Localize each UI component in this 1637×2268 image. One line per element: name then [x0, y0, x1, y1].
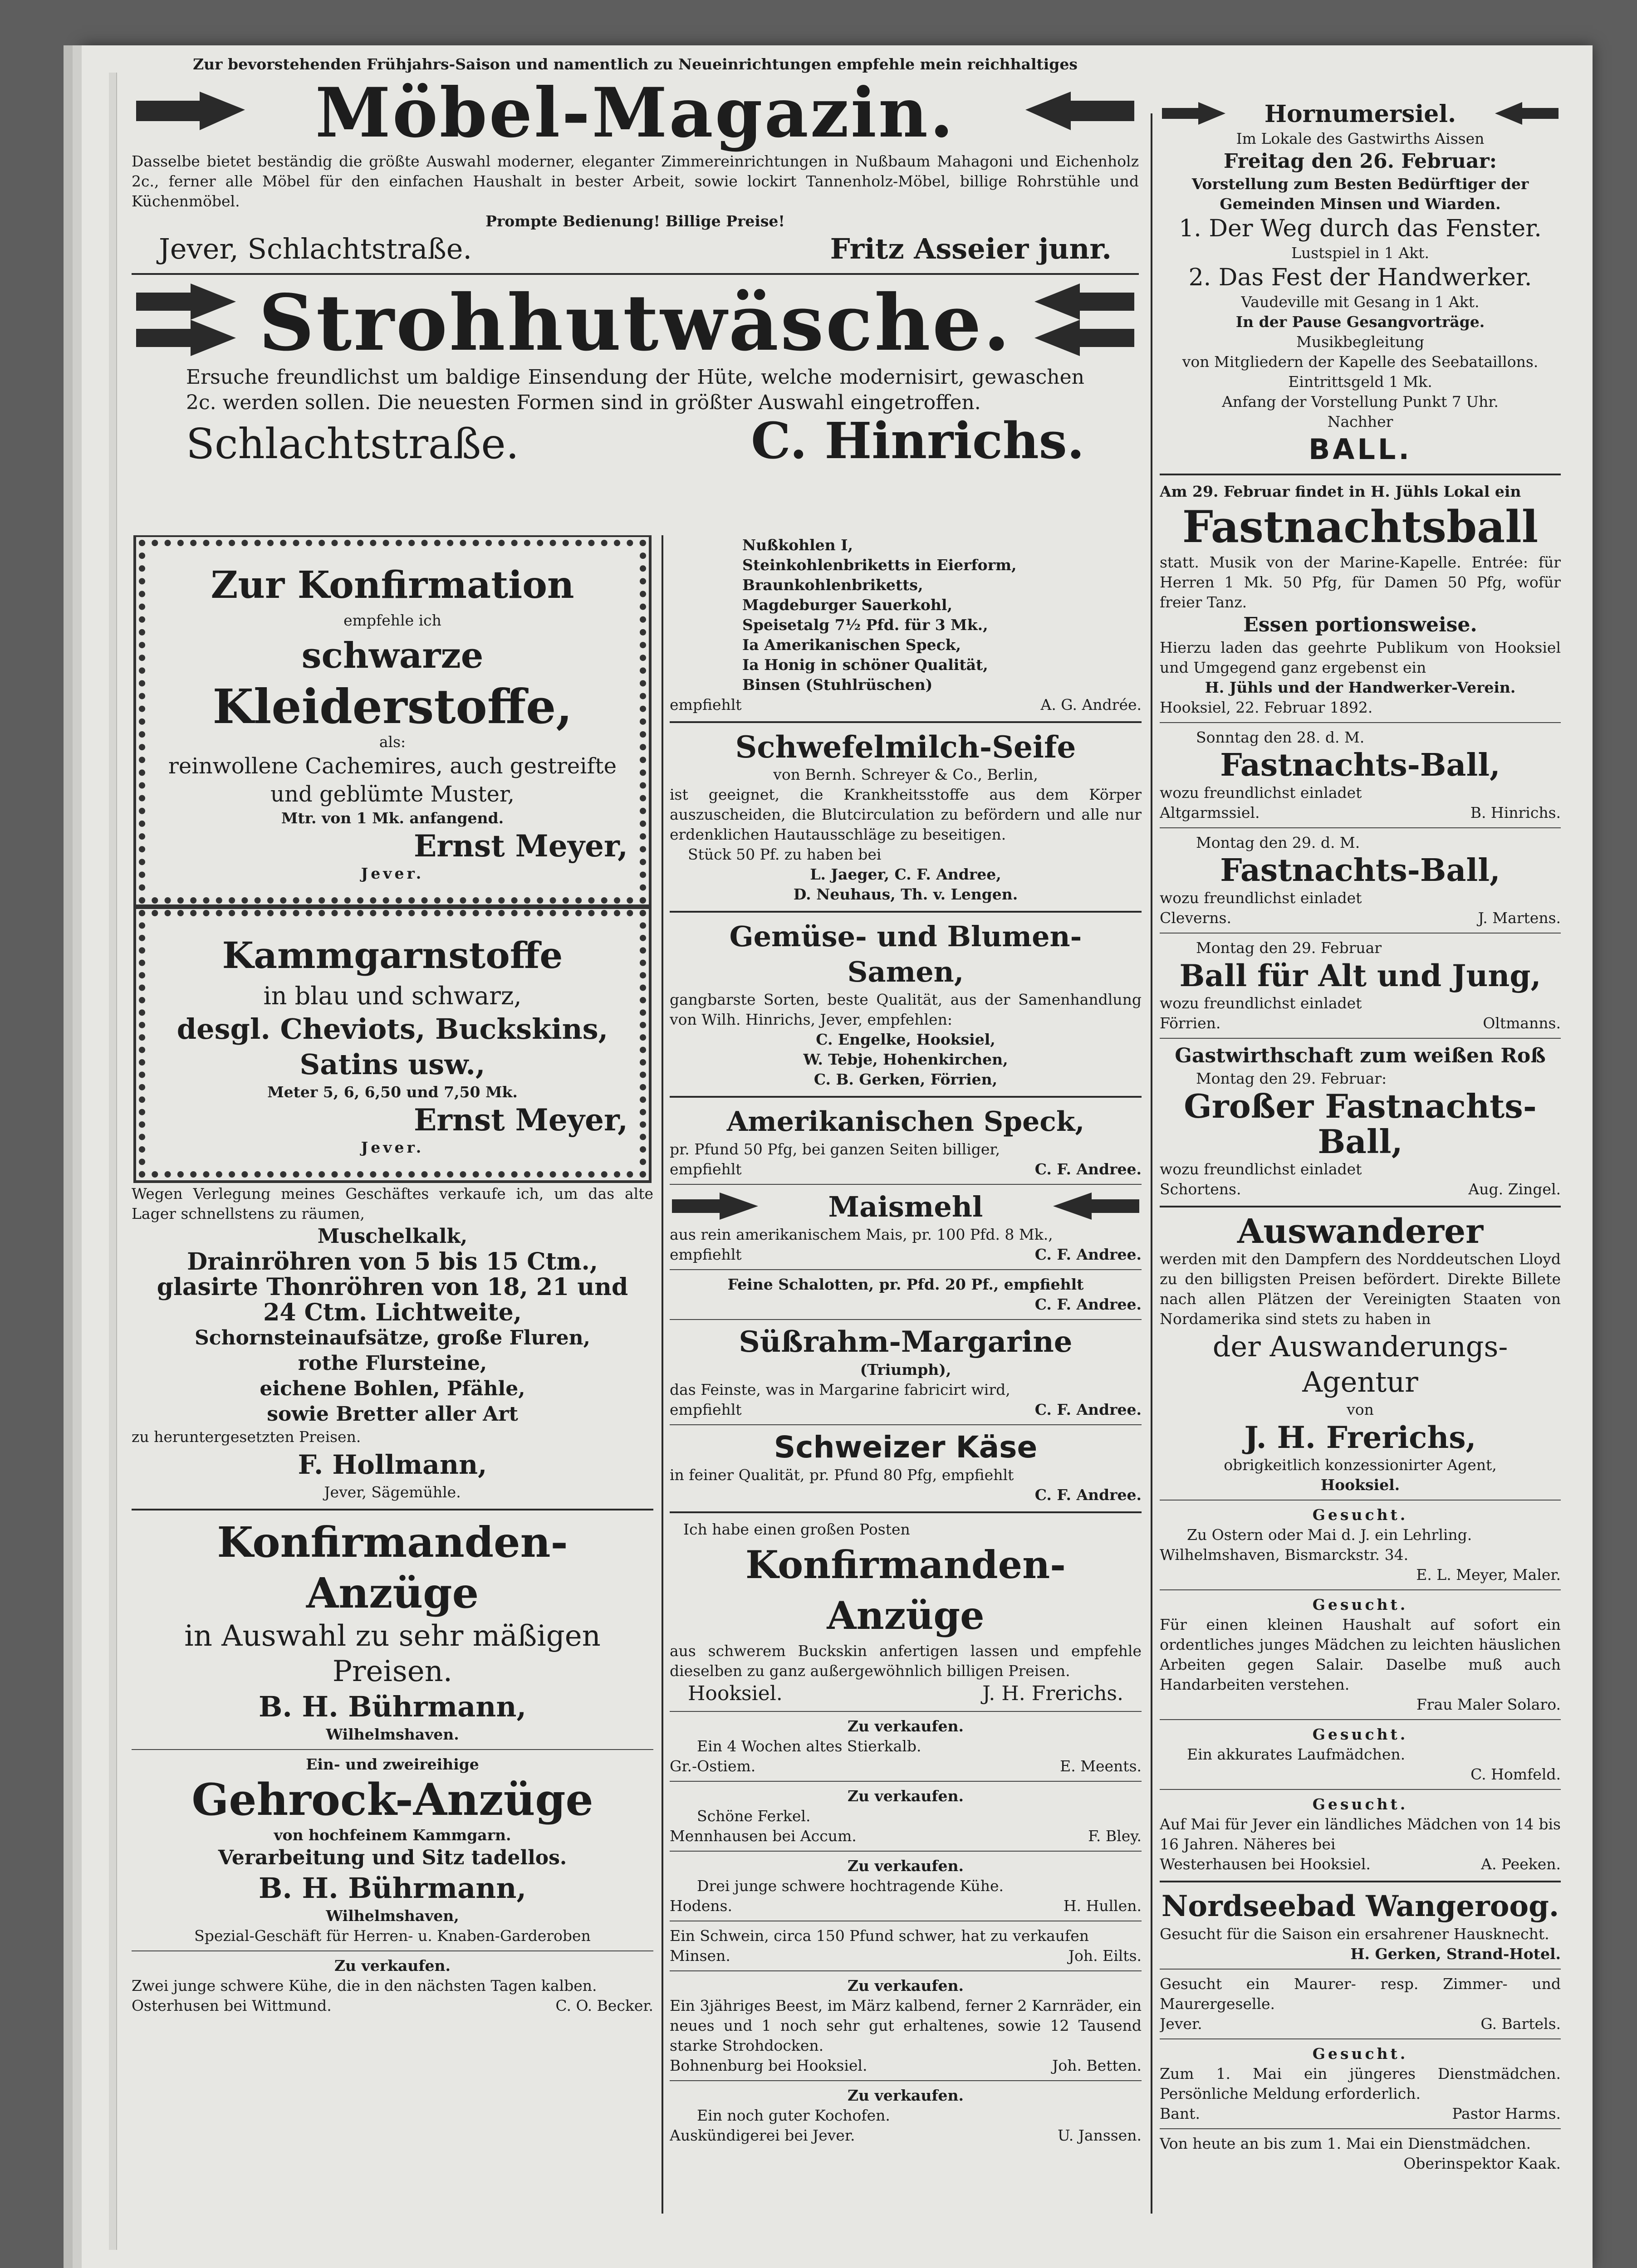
pointing-hand-right-icon: [1160, 100, 1228, 129]
g5-text: Gesucht ein Maurer- resp. Zimmer- und Maurergeselle.: [1160, 1975, 1561, 2013]
kaese-text: in feiner Qualität, pr. Pfund 80 Pfg, empfiehlt: [670, 1466, 1014, 1484]
pointing-hand-left-icon: [1030, 281, 1139, 365]
konf-line1: schwarze: [301, 635, 484, 676]
frer-title: Konfirmanden-Anzüge: [745, 1542, 1066, 1638]
horn-piece2: 2. Das Fest der Handwerker.: [1188, 264, 1532, 291]
g5-place: Jever.: [1160, 2015, 1202, 2033]
horn-ball: BALL.: [1309, 433, 1412, 466]
stroh-name: C. Hinrichs.: [751, 411, 1084, 469]
divider: [1160, 1206, 1561, 1207]
speck-name: C. F. Andree.: [1034, 1160, 1142, 1178]
andree1-line: Steinkohlenbriketts in Eierform,: [742, 556, 1017, 574]
pointing-hand-right-icon: [132, 281, 240, 365]
fast2-place: Altgarmssiel.: [1160, 804, 1260, 821]
horn-date: Freitag den 26. Februar:: [1224, 150, 1497, 173]
gesucht-ad-5: [1160, 1974, 1561, 2034]
ausw-sub: obrigkeitlich konzessionirter Agent,: [1224, 1456, 1497, 1474]
konf-line2: Kleiderstoffe,: [212, 679, 573, 734]
gesucht-ad-7: [1160, 2134, 1561, 2174]
fast1-invite: Hierzu laden das geehrte Publikum von Hooksiel und Umgegend ganz ergebenst ein: [1160, 639, 1561, 676]
samen-seller-3: C. B. Gerken, Förrien,: [814, 1070, 998, 1088]
v5-head: Zu verkaufen.: [847, 1977, 964, 1994]
fastnacht-ad-5: [1160, 1043, 1561, 1199]
v6-text: Ein noch guter Kochofen.: [697, 2107, 890, 2124]
g2-name: Frau Maler Solaro.: [1416, 1696, 1561, 1713]
wang-title: Nordseebad Wangeroog.: [1161, 1889, 1559, 1923]
divider: [670, 1711, 1142, 1712]
buehrmann-ad-1: [132, 1517, 653, 1745]
kamm-line2: desgl. Cheviots, Buckskins,: [176, 1012, 608, 1046]
becker-text: Zwei junge schwere Kühe, die in den nächsten Tagen kalben.: [132, 1977, 597, 1994]
seife-text: ist geeignet, die Krankheitsstoffe aus dem Körper auszuscheiden, die Blutcirculation zu befördern und alle nur erdenklichen Hautausschläge zu beseitigen.: [670, 786, 1142, 843]
buehr1-line1: in Auswahl zu sehr mäßigen: [184, 1619, 601, 1653]
v2-place: Mennhausen bei Accum.: [670, 1827, 857, 1845]
speck-text: pr. Pfund 50 Pfg, bei ganzen Seiten billiger,: [670, 1140, 1000, 1158]
buehr2-line1: von hochfeinem Kammgarn.: [274, 1826, 511, 1844]
frer-name: J. H. Frerichs.: [982, 1682, 1123, 1705]
fast1-intro: Am 29. Februar findet in H. Jühls Lokal ein: [1160, 483, 1521, 500]
v5-name: Joh. Betten.: [1052, 2057, 1142, 2074]
andree1-line: Braunkohlenbriketts,: [742, 576, 923, 594]
marg-name: C. F. Andree.: [1034, 1401, 1142, 1418]
horn-piece2-sub: Vaudeville mit Gesang in 1 Akt.: [1241, 293, 1480, 311]
speck-ad: [670, 1104, 1142, 1179]
kamm-name: Ernst Meyer,: [413, 1102, 628, 1138]
divider: [1160, 2038, 1561, 2039]
buehr2-title: Gehrock-Anzüge: [191, 1774, 593, 1825]
divider: [670, 1781, 1142, 1782]
gesucht-ad-2: [1160, 1595, 1561, 1715]
andree1-line: Ia Honig in schöner Qualität,: [742, 656, 988, 674]
frer-text: aus schwerem Buckskin anfertigen lassen und empfehle dieselben zu ganz außergewöhnlich billigen Preisen.: [670, 1642, 1142, 1680]
fast3-invite: wozu freundlichst einladet: [1160, 889, 1362, 907]
fast4-place: Förrien.: [1160, 1014, 1221, 1032]
moebel-tagline: Prompte Bedienung! Billige Preise!: [485, 212, 785, 230]
horn-start: Anfang der Vorstellung Punkt 7 Uhr.: [1222, 393, 1499, 411]
ausw-place: Hooksiel.: [1320, 1476, 1400, 1494]
fast5-date: Montag den 29. Februar:: [1196, 1070, 1387, 1087]
pointing-hand-left-icon: [1051, 1190, 1142, 1224]
fast1-text: statt. Musik von der Marine-Kapelle. Entrée: für Herren 1 Mk. 50 Pfg, für Damen 50 Pfg, wofür freier Tanz.: [1160, 553, 1561, 611]
auswanderer-ad: [1160, 1214, 1561, 1495]
horn-line2: Vorstellung zum Besten Bedürftiger der Gemeinden Minsen und Wiarden.: [1191, 175, 1529, 213]
v1-head: Zu verkaufen.: [847, 1717, 964, 1735]
v1-text: Ein 4 Wochen altes Stierkalb.: [697, 1737, 921, 1755]
fastnacht-ad-3: [1160, 833, 1561, 928]
andree1-name: A. G. Andrée.: [1040, 696, 1142, 714]
g1-text: Zu Ostern oder Mai d. J. ein Lehrling.: [1187, 1526, 1472, 1544]
newspaper-page: [132, 54, 1561, 2223]
speck-lead: empfiehlt: [670, 1160, 742, 1178]
ausw-text: werden mit den Dampfern des Norddeutschen Lloyd zu den billigsten Preisen befördert. Direkte Billete nach allen Plätzen der Vereinigten Staaten von Nordamerika sind stets zu haben in: [1160, 1250, 1561, 1328]
hornumersiel-ad: [1160, 100, 1561, 467]
v3-place: Hodens.: [670, 1897, 732, 1915]
seife-title: Schwefelmilch-Seife: [735, 729, 1076, 765]
g5-name: G. Bartels.: [1480, 2015, 1561, 2033]
hollmann-line7: eichene Bohlen, Pfähle,: [260, 1377, 525, 1400]
divider: [670, 721, 1142, 723]
hollmann-line6: rothe Flursteine,: [298, 1352, 487, 1375]
seife-sellers-2: D. Neuhaus, Th. v. Lengen.: [793, 885, 1018, 903]
g7-name: Oberinspektor Kaak.: [1403, 2155, 1561, 2172]
fast2-name: B. Hinrichs.: [1470, 804, 1561, 821]
g4-place: Westerhausen bei Hooksiel.: [1160, 1855, 1371, 1873]
kamm-ad: [139, 910, 646, 1178]
andree1-lead: empfiehlt: [670, 696, 742, 714]
divider: [1160, 1881, 1561, 1882]
sale-ad-5: [670, 1976, 1142, 2076]
g4-text: Auf Mai für Jever ein ländliches Mädchen von 14 bis 16 Jahren. Näheres bei: [1160, 1815, 1561, 1853]
divider: [670, 1096, 1142, 1098]
divider: [670, 1851, 1142, 1852]
moebel-text: Dasselbe bietet beständig die größte Auswahl moderner, eleganter Zimmereinrichtungen in Nußbaum Mahagoni und Eichenholz 2c., ferner alle Möbel für den einfachen Haushalt in bester Arbeit, sowie lockirt Tannenholz-Möbel, billige Rohrstühle und Küchenmöbel.: [132, 152, 1139, 210]
v6-head: Zu verkaufen.: [847, 2087, 964, 2104]
buehr1-title: Konfirmanden-Anzüge: [217, 1518, 568, 1618]
fast1-date: Hooksiel, 22. Februar 1892.: [1160, 699, 1373, 716]
divider: [1160, 1500, 1561, 1501]
wang-text: Gesucht für die Saison ein ersahrener Hausknecht.: [1160, 1925, 1549, 1943]
mais-text: aus rein amerikanischem Mais, pr. 100 Pfd. 8 Mk.,: [670, 1226, 1053, 1243]
v5-place: Bohnenburg bei Hooksiel.: [670, 2057, 868, 2074]
v3-head: Zu verkaufen.: [847, 1857, 964, 1875]
kaese-ad: [670, 1430, 1142, 1505]
fast3-date: Montag den 29. d. M.: [1196, 834, 1360, 851]
divider: [670, 2080, 1142, 2081]
fast1-name: H. Jühls und der Handwerker-Verein.: [1205, 679, 1516, 696]
stroh-ad: [132, 278, 1139, 368]
divider: [670, 1319, 1142, 1320]
g4-name: A. Peeken.: [1481, 1855, 1561, 1873]
andree-coal-ad: [670, 535, 1142, 695]
g6-place: Bant.: [1160, 2105, 1200, 2122]
divider: [1160, 1719, 1561, 1720]
ausw-von: von: [1347, 1401, 1374, 1418]
gesucht-ad-4: [1160, 1794, 1561, 1874]
andree1-line: Nußkohlen I,: [742, 536, 853, 554]
konf-city: Jever.: [361, 865, 424, 882]
fast5-place: Schortens.: [1160, 1180, 1241, 1198]
konf-name: Ernst Meyer,: [413, 828, 628, 864]
divider: [132, 273, 1139, 275]
fast2-invite: wozu freundlichst einladet: [1160, 784, 1362, 802]
konf-price: Mtr. von 1 Mk. anfangend.: [281, 809, 504, 827]
divider: [1160, 1969, 1561, 1970]
v6-name: U. Janssen.: [1057, 2126, 1142, 2144]
konf-als: als:: [379, 733, 406, 751]
divider: [670, 1511, 1142, 1513]
gesucht-ad-1: [1160, 1505, 1561, 1585]
fastnacht-ad-2: [1160, 728, 1561, 823]
buehr2-line2: Verarbeitung und Sitz tadellos.: [218, 1846, 567, 1869]
ausw-name: J. H. Frerichs,: [1244, 1420, 1476, 1455]
divider: [670, 1269, 1142, 1270]
g7-text: Von heute an bis zum 1. Mai ein Dienstmädchen.: [1160, 2135, 1531, 2152]
divider: [1160, 933, 1561, 934]
v3-name: H. Hullen.: [1063, 1897, 1142, 1915]
konf-ad: [139, 540, 646, 904]
v2-head: Zu verkaufen.: [847, 1787, 964, 1805]
seife-sellers-1: L. Jaeger, C. F. Andree,: [810, 865, 1001, 883]
sale-ad-3: [670, 1856, 1142, 1916]
wangeroog-ad: [1160, 1889, 1561, 1964]
schal-text: Feine Schalotten, pr. Pfd. 20 Pf., empfiehlt: [727, 1276, 1084, 1293]
samen-title-1: Gemüse- und Blumen-: [729, 920, 1082, 953]
samen-text: gangbarste Sorten, beste Qualität, aus der Samenhandlung von Wilh. Hinrichs, Jever, empfehlen:: [670, 991, 1142, 1028]
fast4-title: Ball für Alt und Jung,: [1179, 958, 1541, 993]
v6-place: Auskündigerei bei Jever.: [670, 2126, 855, 2144]
fast5-invite: wozu freundlichst einladet: [1160, 1160, 1362, 1178]
divider: [1160, 2128, 1561, 2129]
buehr2-city: Wilhelmshaven,: [326, 1907, 459, 1925]
andree1-line: Binsen (Stuhlrüschen): [742, 676, 933, 694]
marg-text: das Feinste, was in Margarine fabricirt wird,: [670, 1381, 1010, 1398]
fast2-title: Fastnachts-Ball,: [1220, 747, 1500, 783]
divider: [1160, 474, 1561, 475]
buehrmann-ad-2: [132, 1755, 653, 1946]
v5-text: Ein 3jähriges Beest, im März kalbend, ferner 2 Karnräder, ein neues und 1 noch sehr gut erhaltenes, sowie 12 Tausend starke Strohdocken.: [670, 1997, 1142, 2054]
g2-text: Für einen kleinen Haushalt auf sofort ein ordentliches junges Mädchen zu leichten häuslichen Arbeiten gegen Salair. Daselbe muß auch Handarbeiten verstehen.: [1160, 1616, 1561, 1693]
hollmann-line9: zu heruntergesetzten Preisen.: [132, 1428, 361, 1446]
mais-ad: [670, 1189, 1142, 1265]
fast4-name: Oltmanns.: [1483, 1014, 1561, 1032]
fast2-date: Sonntag den 28. d. M.: [1196, 728, 1365, 746]
frer-place: Hooksiel.: [688, 1682, 783, 1705]
kaese-name: C. F. Andree.: [1034, 1486, 1142, 1504]
horn-after: Nachher: [1327, 413, 1393, 430]
frerichs-konf-ad: [670, 1520, 1142, 1706]
fast3-name: J. Martens.: [1478, 909, 1561, 927]
andree1-line: Speisetalg 7½ Pfd. für 3 Mk.,: [742, 616, 988, 634]
samen-title-2: Samen,: [847, 955, 964, 988]
marg-title: Süßrahm-Margarine: [739, 1325, 1073, 1359]
samen-ad: [670, 919, 1142, 1090]
kamm-city: Jever.: [361, 1139, 424, 1156]
speck-title: Amerikanischen Speck,: [726, 1106, 1085, 1138]
schalotten-ad: [670, 1275, 1142, 1315]
fast5-title: Großer Fastnachts-Ball,: [1184, 1087, 1537, 1161]
stroh-text: Ersuche freundlichst um baldige Einsendung der Hüte, welche modernisirt, gewaschen 2c. werden sollen. Die neuesten Formen sind in größter Auswahl eingetroffen.: [186, 366, 1084, 414]
stroh-title: Strohhutwäsche.: [258, 278, 1012, 368]
sale-ad-2: [670, 1786, 1142, 1846]
left-column: [132, 535, 653, 2214]
g1-place: Wilhelmshaven, Bismarckstr. 34.: [1160, 1546, 1409, 1564]
sale-ad-1: [670, 1716, 1142, 1776]
gesucht-ad-6: [1160, 2044, 1561, 2124]
buehr1-line2: Preisen.: [332, 1655, 453, 1688]
mais-name: C. F. Andree.: [1034, 1246, 1142, 1263]
buehr2-name: B. H. Bührmann,: [258, 1872, 527, 1905]
horn-piece1: 1. Der Weg durch das Fenster.: [1179, 215, 1542, 242]
pointing-hand-left-icon: [1021, 87, 1139, 139]
g6-head: Gesucht.: [1312, 2045, 1408, 2063]
fast5-head: Gastwirthschaft zum weißen Roß: [1175, 1044, 1546, 1067]
becker-head: Zu verkaufen.: [334, 1957, 451, 1975]
g2-head: Gesucht.: [1312, 1596, 1408, 1613]
samen-seller-2: W. Tebje, Hohenkirchen,: [803, 1051, 1008, 1068]
hollmann-line1: Muschelkalk,: [317, 1225, 468, 1248]
buehr2-spec: Spezial-Geschäft für Herren- u. Knaben-Garderoben: [194, 1927, 591, 1945]
ausw-title: Auswanderer: [1237, 1212, 1484, 1251]
hollmann-intro: Wegen Verlegung meines Geschäftes verkaufe ich, um das alte Lager schnellstens zu räumen,: [132, 1185, 653, 1222]
divider: [1160, 827, 1561, 828]
g6-name: Pastor Harms.: [1452, 2105, 1561, 2122]
divider: [670, 1184, 1142, 1185]
hollmann-line3: glasirte Thonröhren von 18, 21 und: [157, 1273, 628, 1301]
becker-name: C. O. Becker.: [555, 1997, 653, 2014]
fast1-essen: Essen portionsweise.: [1243, 613, 1477, 636]
g3-name: C. Homfeld.: [1470, 1765, 1561, 1783]
hollmann-city: Jever, Sägemühle.: [324, 1483, 461, 1501]
g3-head: Gesucht.: [1312, 1725, 1408, 1743]
divider: [132, 1950, 653, 1951]
moebel-ad: [132, 54, 1139, 469]
fast3-title: Fastnachts-Ball,: [1220, 852, 1500, 889]
horn-title: Hornumersiel.: [1264, 100, 1456, 128]
divider: [670, 1970, 1142, 1971]
buehr1-city: Wilhelmshaven.: [326, 1725, 459, 1743]
seife-by: von Bernh. Schreyer & Co., Berlin,: [773, 766, 1038, 783]
v4-place: Minsen.: [670, 1947, 730, 1965]
kamm-price: Meter 5, 6, 6,50 und 7,50 Mk.: [267, 1083, 518, 1101]
becker-place: Osterhusen bei Wittmund.: [132, 1997, 332, 2014]
horn-music: Musikbegleitung: [1296, 333, 1424, 351]
fastnacht-ad-4: [1160, 938, 1561, 1033]
column-rule: [1151, 113, 1152, 2214]
hollmann-line8: sowie Bretter aller Art: [267, 1403, 518, 1426]
fast4-date: Montag den 29. Februar: [1196, 939, 1382, 957]
seife-ad: [670, 729, 1142, 904]
pointing-hand-right-icon: [670, 1190, 760, 1224]
g1-name: E. L. Meyer, Maler.: [1416, 1566, 1561, 1584]
konf-sub: empfehle ich: [343, 611, 441, 629]
gesucht-ad-3: [1160, 1725, 1561, 1784]
v4-name: Joh. Eilts.: [1068, 1947, 1142, 1965]
fast1-title: Fastnachtsball: [1182, 501, 1539, 552]
g4-head: Gesucht.: [1312, 1795, 1408, 1813]
divider: [132, 1509, 653, 1510]
page-edge: [109, 73, 117, 2250]
v1-place: Gr.-Ostiem.: [670, 1757, 756, 1775]
middle-column: [670, 535, 1142, 2214]
margarine-ad: [670, 1325, 1142, 1420]
divider: [1160, 722, 1561, 723]
buehr2-intro: Ein- und zweireihige: [306, 1755, 479, 1773]
wang-name: H. Gerken, Strand-Hotel.: [1350, 1945, 1561, 1963]
becker-ad: [132, 1956, 653, 2016]
frer-intro: Ich habe einen großen Posten: [683, 1520, 910, 1538]
g3-text: Ein akkurates Laufmädchen.: [1187, 1745, 1406, 1763]
moebel-place: Jever, Schlachtstraße.: [159, 232, 472, 265]
hollmann-line5: Schornsteinaufsätze, große Fluren,: [195, 1326, 590, 1349]
divider: [1160, 1589, 1561, 1590]
hollmann-name: F. Hollmann,: [298, 1449, 487, 1480]
mais-lead: empfiehlt: [670, 1246, 742, 1263]
hollmann-ad: [132, 1184, 653, 1502]
samen-seller-1: C. Engelke, Hooksiel,: [816, 1031, 995, 1048]
moebel-title: Möbel-Magazin.: [315, 73, 956, 153]
sale-ad-6: [670, 2086, 1142, 2146]
divider: [1160, 1038, 1561, 1039]
ausw-title-2: der Auswanderungs-Agentur: [1212, 1330, 1508, 1398]
horn-line1: Im Lokale des Gastwirths Aissen: [1236, 130, 1485, 147]
marg-lead: empfiehlt: [670, 1401, 742, 1418]
horn-entry: Eintrittsgeld 1 Mk.: [1288, 373, 1432, 391]
kamm-title: Kammgarnstoffe: [222, 934, 563, 977]
buehr1-name: B. H. Bührmann,: [258, 1690, 527, 1723]
fast3-place: Cleverns.: [1160, 909, 1231, 927]
schal-name: C. F. Andree.: [1034, 1295, 1142, 1313]
andree1-line: Magdeburger Sauerkohl,: [742, 596, 952, 614]
divider: [670, 1424, 1142, 1425]
horn-music-2: von Mitgliedern der Kapelle des Seebataillons.: [1182, 353, 1539, 371]
divider: [132, 1749, 653, 1750]
stroh-place: Schlachtstraße.: [186, 420, 519, 468]
hollmann-line2: Drainröhren von 5 bis 15 Ctm.,: [187, 1248, 598, 1276]
marg-sub: (Triumph),: [860, 1361, 951, 1378]
moebel-name: Fritz Asseier junr.: [830, 232, 1112, 265]
horn-pause: In der Pause Gesangvorträge.: [1235, 313, 1485, 331]
andree1-line: Ia Amerikanischen Speck,: [742, 636, 961, 654]
fast5-name: Aug. Zingel.: [1468, 1180, 1561, 1198]
fast4-invite: wozu freundlichst einladet: [1160, 994, 1362, 1012]
hollmann-line4: 24 Ctm. Lichtweite,: [263, 1299, 522, 1326]
divider: [1160, 1789, 1561, 1790]
divider: [670, 911, 1142, 913]
konf-title: Zur Konfirmation: [211, 563, 574, 607]
right-column: [1160, 100, 1561, 2214]
v1-name: E. Meents.: [1060, 1757, 1142, 1775]
horn-piece1-sub: Lustspiel in 1 Akt.: [1291, 244, 1429, 262]
kaese-title: Schweizer Käse: [774, 1430, 1038, 1465]
g6-text: Zum 1. Mai ein jüngeres Dienstmädchen. Persönliche Meldung erforderlich.: [1160, 2065, 1561, 2102]
pointing-hand-right-icon: [132, 87, 250, 139]
v4-text: Ein Schwein, circa 150 Pfund schwer, hat zu verkaufen: [670, 1927, 1089, 1945]
g1-head: Gesucht.: [1312, 1506, 1408, 1524]
kamm-line1: in blau und schwarz,: [263, 982, 522, 1010]
pointing-hand-left-icon: [1493, 100, 1561, 129]
fastnacht-ad-1: [1160, 482, 1561, 718]
konf-desc: reinwollene Cachemires, auch gestreifte und geblümte Muster,: [168, 753, 617, 807]
sale-ad-4: [670, 1926, 1142, 1966]
moebel-intro: Zur bevorstehenden Frühjahrs-Saison und namentlich zu Neueinrichtungen empfehle mein reichhaltiges: [193, 55, 1078, 73]
column-rule: [662, 535, 663, 2214]
kamm-line3: Satins usw.,: [299, 1048, 485, 1081]
mais-title: Maismehl: [828, 1190, 983, 1223]
v2-name: F. Bley.: [1088, 1827, 1142, 1845]
v2-text: Schöne Ferkel.: [697, 1807, 811, 1825]
v3-text: Drei junge schwere hochtragende Kühe.: [697, 1877, 1004, 1895]
seife-price: Stück 50 Pf. zu haben bei: [688, 846, 882, 863]
